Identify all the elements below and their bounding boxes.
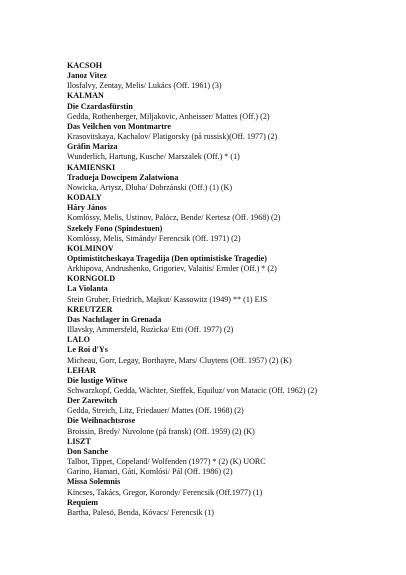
work-title: Requiem (67, 497, 99, 507)
cast-line: Ilosfalvy, Zentay, Melis/ Lukács (Off. 1961) (3) (67, 81, 222, 91)
composer-heading: LISZT (67, 436, 91, 446)
composer-heading: KACSOH (67, 61, 103, 70)
composer-heading: LALO (67, 335, 90, 345)
composer-heading: KOLMINOV (67, 243, 114, 253)
work-title: Le Roi d'Ys (67, 345, 108, 355)
composer-heading: KODALY (67, 193, 102, 203)
cast-line: Komlóssy, Melis, Simándy/ Ferencsik (Off. 1971) (2) (67, 233, 241, 243)
work-title: Optimistitcheskaya Tragedija (Den optimistiske Tragedie) (67, 253, 267, 263)
work-title: Die Weihnachtsrose (67, 416, 136, 426)
cast-line: Schwarzkopf, Gedda, Wächter, Steffek, Equiluz/ von Matacic (Off. 1962) (2) (67, 386, 318, 395)
work-title: Die lustige Witwe (67, 375, 128, 385)
cast-line: Bartha, Palesö, Benda, Kóvacs/ Ferencsik (1) (67, 507, 214, 517)
cast-line: Illavsky, Ammersfeld, Ruzicka/ Etti (Off. 1977) (2) (67, 325, 234, 335)
work-title: Die Czardasfürstin (67, 101, 133, 111)
cast-line: Komlóssy, Melis, Ustinov, Palócz, Bende/ Kertesz (Off. 1968) (2) (67, 213, 281, 223)
work-title: La Violanta (67, 284, 108, 294)
composer-heading: KAMIENSKI (67, 162, 116, 172)
cast-line: Kincses, Takács, Gregor, Korondy/ Ferencsik (Off.1977) (1) (67, 487, 263, 497)
cast-line: Gedda, Streich, Litz, Friedauer/ Mattes (Off. 1968) (2) (67, 406, 244, 416)
work-title: Don Sanche (67, 446, 109, 456)
cast-line: Krasovitskaya, Kachalov/ Platigorsky (på russisk)(Off. 1977) (2) (67, 132, 278, 142)
work-title: Der Zarewitch (67, 396, 118, 406)
cast-line: Talbot, Tippet, Copeland/ Wolfenden (1977) * (2) (K) UORC (67, 457, 266, 467)
cast-line: Wunderlich, Hartung, Kusche/ Marszalek (Off.) * (1) (67, 152, 240, 162)
work-title: Tradueja Dowcipem Zalatwiona (67, 172, 179, 182)
composer-heading: KREUTZER (67, 304, 113, 314)
cast-line: Arkhipova, Andrushenko, Grigoriev, Valaitis/ Ermler (Off.) * (2) (67, 264, 277, 274)
work-title: Janoz Vitez (67, 71, 107, 81)
work-title: Szekely Fono (Spindestuen) (67, 223, 163, 233)
cast-line: Garino, Hamari, Gáti, Komlósi/ Pál (Off. 1986) (2) (67, 467, 233, 477)
cast-line: Nowicka, Artysz, Dluha/ Dobrzánski (Off.) (1) (K) (67, 182, 233, 192)
cast-line: Broissin, Bredy/ Nuvolone (på fransk) (Off. 1959) (2) (K) (67, 426, 255, 436)
work-title: Gräfin Mariza (67, 142, 118, 152)
catalog-page (67, 61, 397, 518)
cast-line: Micheau, Gorr, Legay, Borthayre, Mars/ Cluytens (Off. 1957) (2) (K) (67, 355, 292, 365)
work-title: Missa Solemnis (67, 477, 121, 487)
cast-line: Gedda, Rothenberger, Miljakovic, Anheisser/ Mattes (Off.) (2) (67, 111, 270, 121)
cast-line: Stein Gruber, Friedrich, Majkut/ Kassowitz (1949) ** (1) EJS (67, 294, 268, 304)
work-title: Das Nachtlager in Grenada (67, 314, 162, 324)
composer-heading: KORNGOLD (67, 274, 116, 284)
composer-heading: LEHAR (67, 365, 96, 375)
work-title: Das Veilchen von Montmartre (67, 121, 171, 131)
work-title: Háry János (67, 203, 107, 213)
composer-heading: KALMAN (67, 91, 104, 101)
